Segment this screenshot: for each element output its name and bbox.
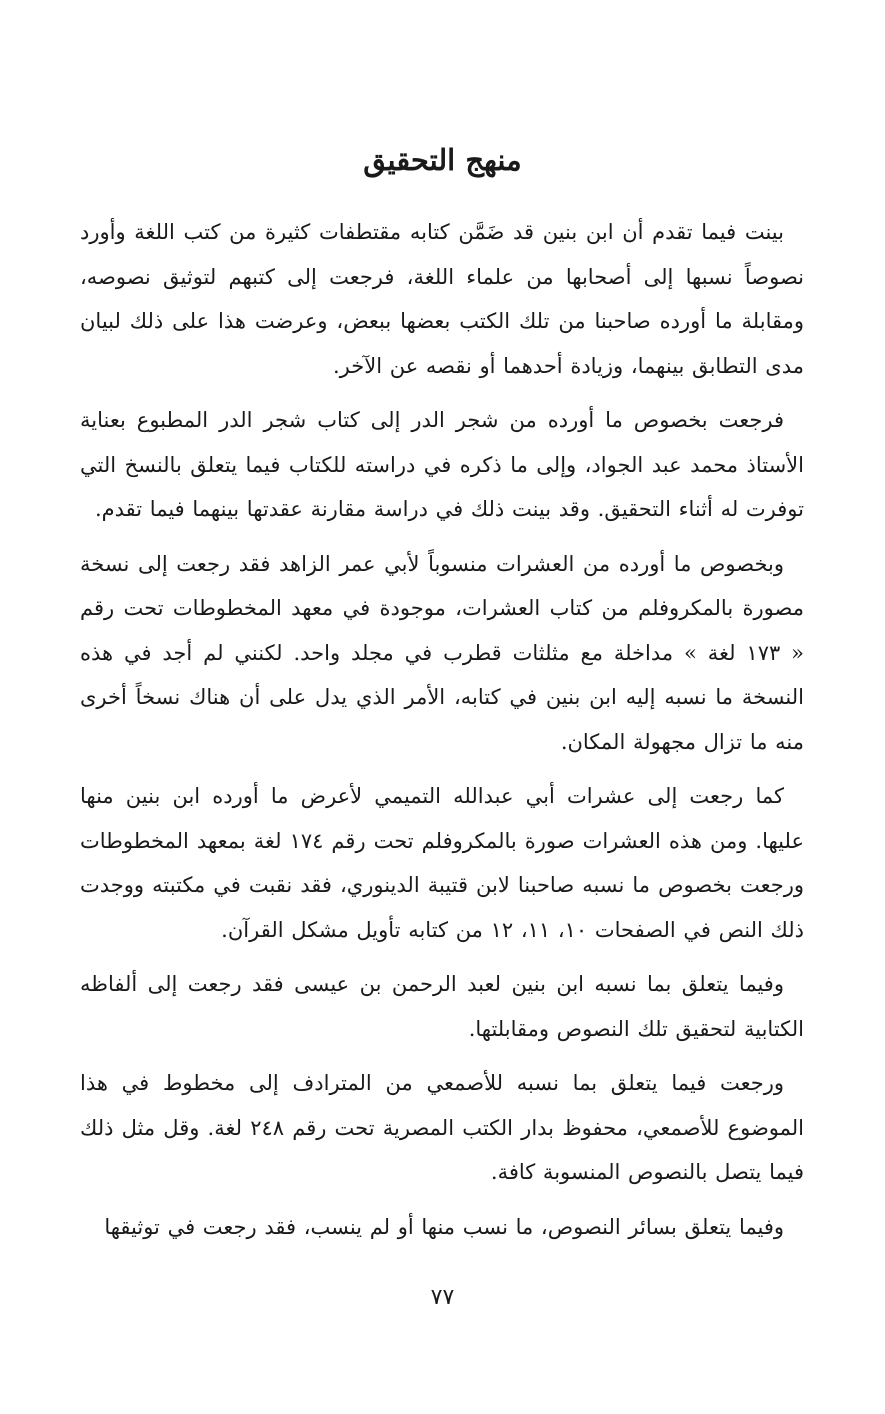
paragraph: كما رجعت إلى عشرات أبي عبدالله التميمي لأعرض ما أورده ابن بنين منها عليها. ومن هذه العشرات صورة بالمكروفلم تحت رقم ١٧٤ لغة بمعهد المخطوطات ورجعت بخصوص ما نسبه صاحبنا لابن قتيبة الدينوري، فقد نقبت في مكتبته ووجدت ذلك النص في الصفحات ١٠، ١١، ١٢ من كتابه تأويل مشكل القرآن. [80, 784, 804, 942]
paragraph: وبخصوص ما أورده من العشرات منسوباً لأبي عمر الزاهد فقد رجعت إلى نسخة مصورة بالمكروفلم من كتاب العشرات، موجودة في معهد المخطوطات تحت رقم « ١٧٣ لغة » مداخلة مع مثلثات قطرب في مجلد واحد. لكنني لم أجد في هذه النسخة ما نسبه إليه ابن بنين في كتابه، الأمر الذي يدل على أن هناك نسخاً أخرى منه ما تزال مجهولة المكان. [80, 551, 804, 754]
body-text [80, 210, 804, 1259]
page-title: منهج التحقيق [363, 143, 522, 177]
paragraph: فرجعت بخصوص ما أورده من شجر الدر إلى كتاب شجر الدر المطبوع بعناية الأستاذ محمد عبد الجواد، وإلى ما ذكره في دراسته للكتاب فيما يتعلق بالنسخ التي توفرت له أثناء التحقيق. وقد بينت ذلك في دراسة مقارنة عقدتها بينهما فيما تقدم. [80, 408, 804, 521]
paragraph: بينت فيما تقدم أن ابن بنين قد ضَمَّن كتابه مقتطفات كثيرة من كتب اللغة وأورد نصوصاً نسبها إلى أصحابها من علماء اللغة، فرجعت إلى كتبهم لتوثيق نصوصه، ومقابلة ما أورده صاحبنا من تلك الكتب بعضها ببعض، وعرضت هذا على ذلك لبيان مدى التطابق بينهما، وزيادة أحدهما أو نقصه عن الآخر. [80, 220, 804, 378]
page-number: ٧٧ [430, 1285, 455, 1310]
paragraph: وفيما يتعلق بما نسبه ابن بنين لعبد الرحمن بن عيسى فقد رجعت إلى ألفاظه الكتابية لتحقيق تلك النصوص ومقابلتها. [80, 972, 804, 1041]
paragraph: وفيما يتعلق بسائر النصوص، ما نسب منها أو لم ينسب، فقد رجعت في توثيقها [104, 1214, 784, 1239]
paragraph: ورجعت فيما يتعلق بما نسبه للأصمعي من المترادف إلى مخطوط في هذا الموضوع للأصمعي، محفوظ بدار الكتب المصرية تحت رقم ٢٤٨ لغة. وقل مثل ذلك فيما يتصل بالنصوص المنسوبة كافة. [80, 1071, 804, 1184]
